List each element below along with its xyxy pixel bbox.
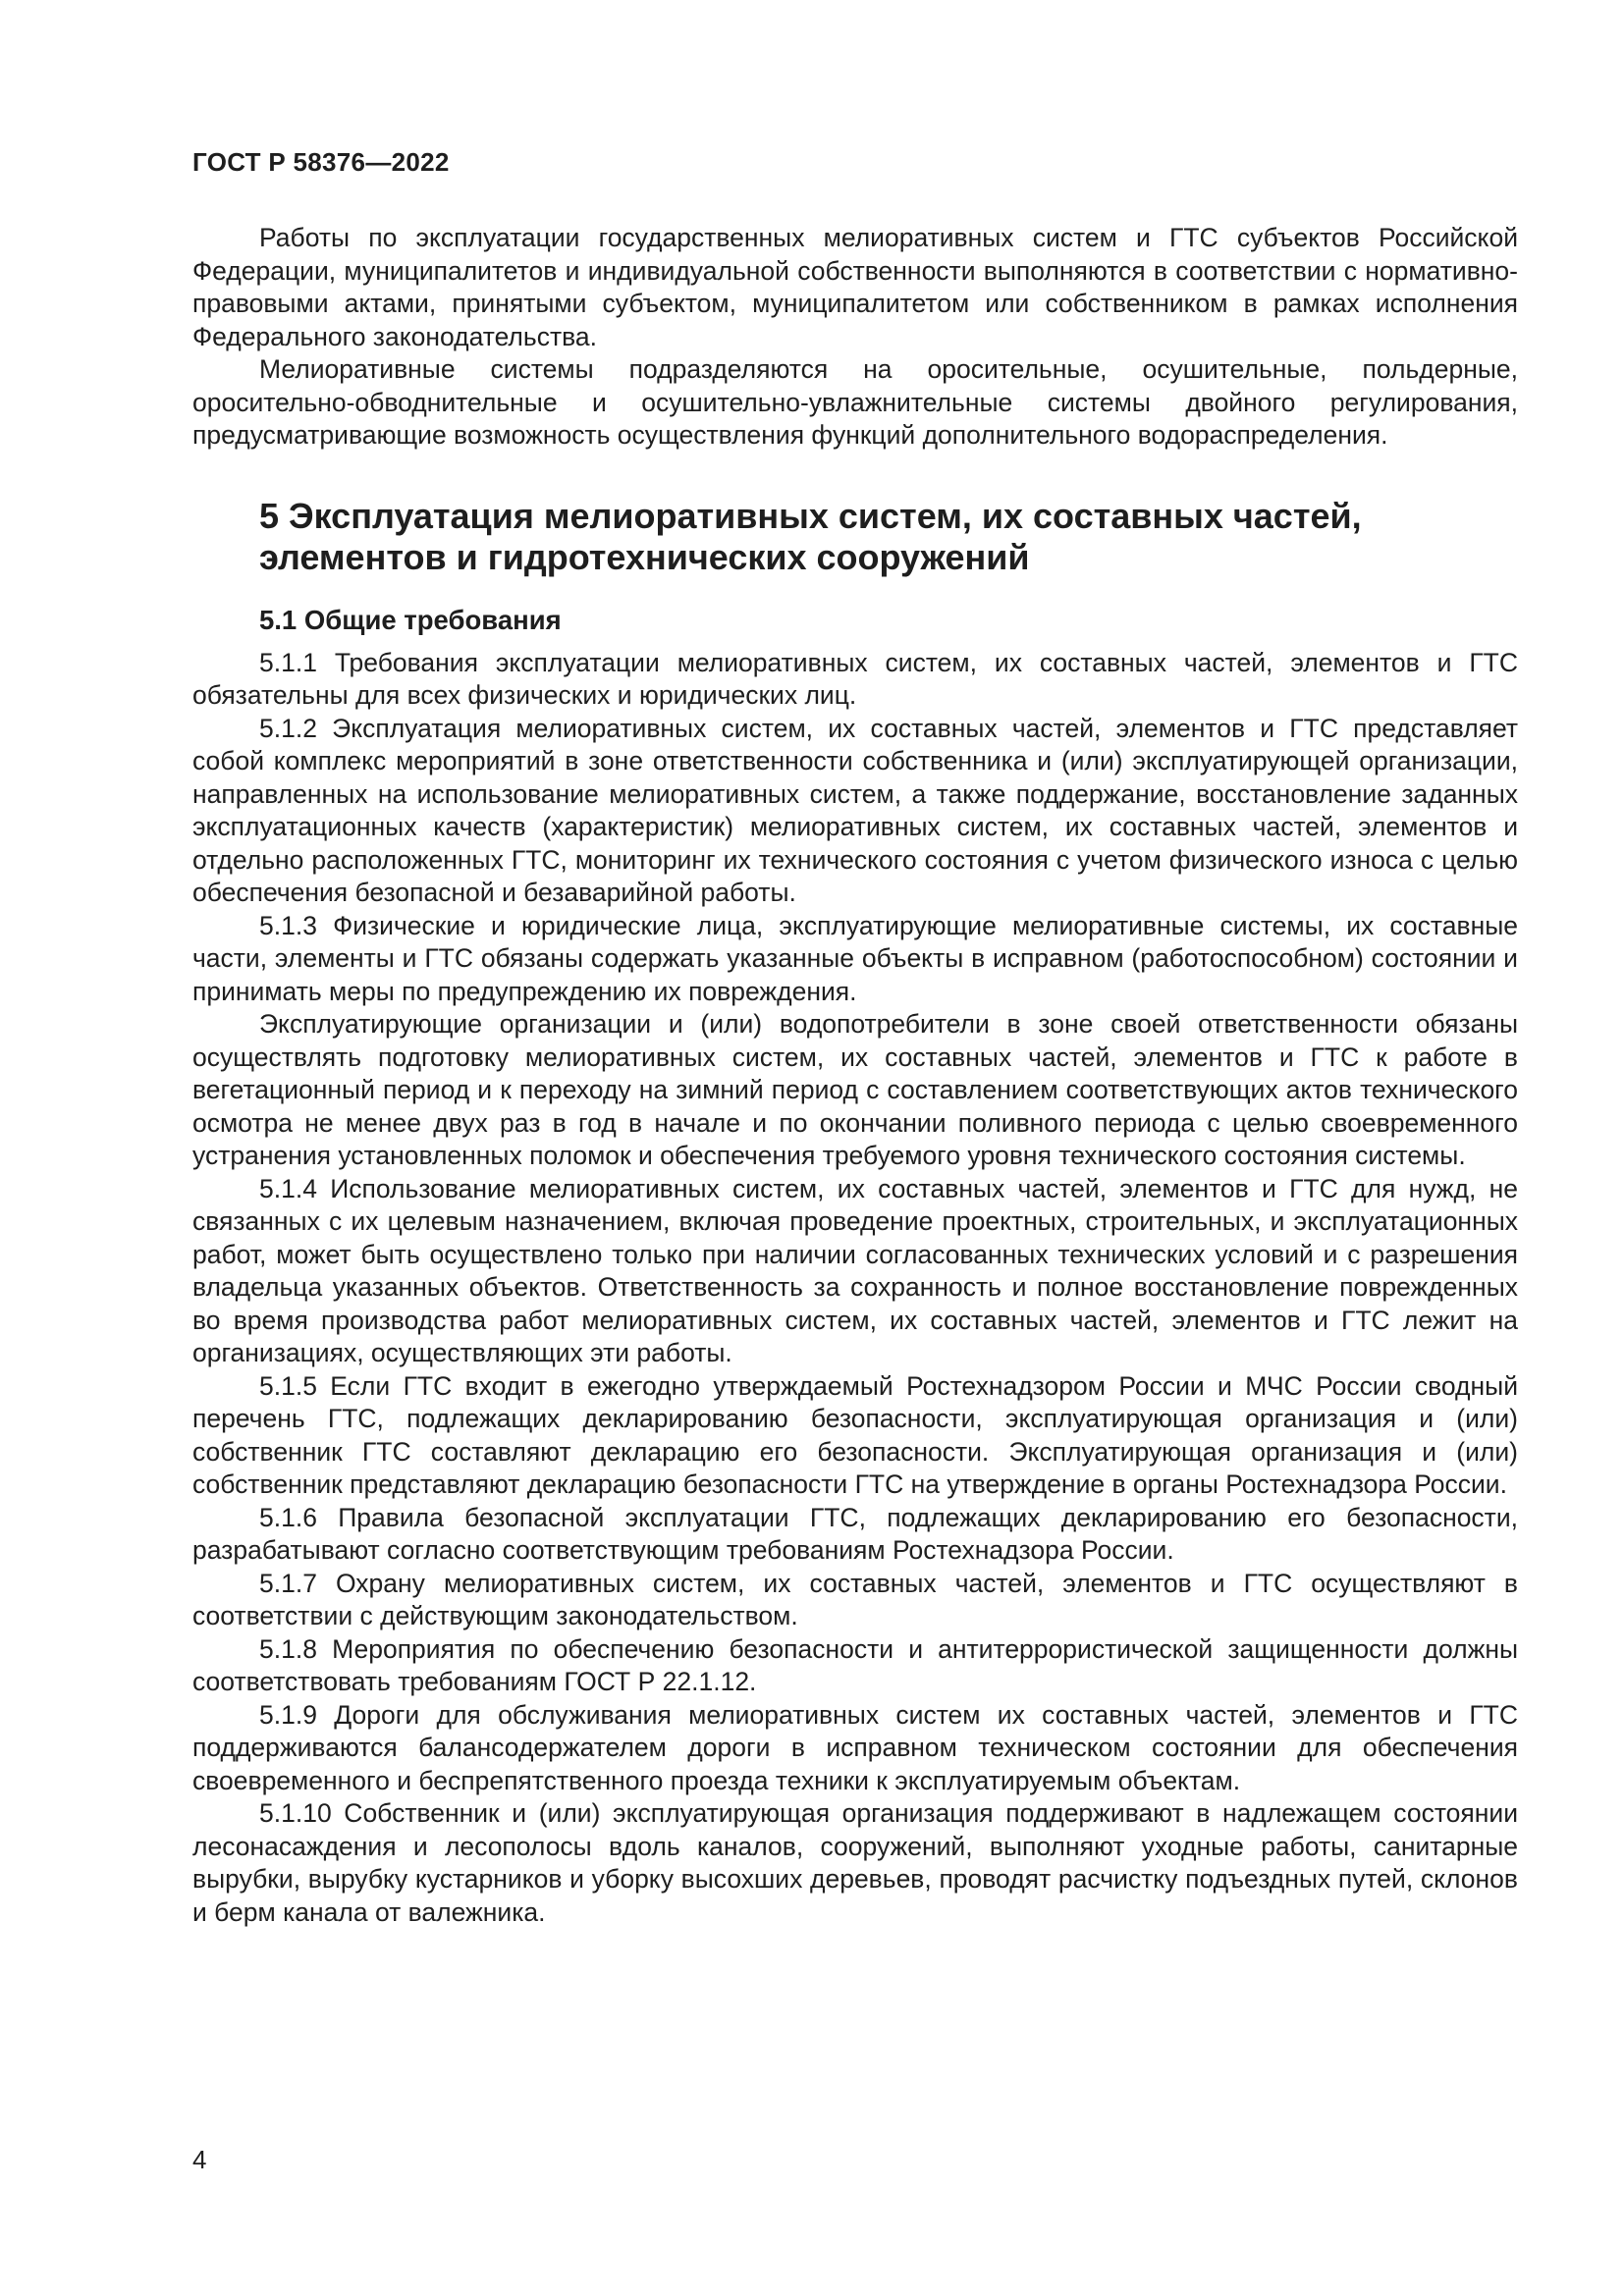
clause-5-1-9: 5.1.9 Дороги для обслуживания мелиоративных систем их составных частей, элементов и ГТС поддерживаются балансодержателем дороги в исправном техническом состоянии для обеспечения своевременного и беспрепятственного проезда техники к эксплуатируемым объектам. <box>192 1699 1518 1795</box>
page-content <box>192 222 1518 1929</box>
intro-paragraph: Работы по эксплуатации государственных мелиоративных систем и ГТС субъектов Российской Федерации, муниципалитетов и индивидуальной собственности выполняются в соответствии с нормативно-правовыми актами, принятыми субъектом, муниципалитетом или собственником в рамках исполнения Федерального законодательства. <box>192 223 1518 351</box>
section-title-line: элементов и гидротехнических сооружений <box>259 536 1030 577</box>
clause-5-1-7: 5.1.7 Охрану мелиоративных систем, их составных частей, элементов и ГТС осуществляют в соответствии с действующим законодательством. <box>192 1568 1518 1630</box>
section-heading <box>259 496 1388 578</box>
clause-5-1-6: 5.1.6 Правила безопасной эксплуатации ГТС, подлежащих декларированию его безопасности, разрабатывают согласно соответствующим требованиям Ростехнадзора России. <box>192 1502 1518 1565</box>
clause-5-1-4: 5.1.4 Использование мелиоративных систем, их составных частей, элементов и ГТС для нужд, не связанных с их целевым назначением, включая проведение проектных, строительных, и эксплуатационных работ, может быть осуществлено только при наличии согласованных технических условий и с разрешения владельца указанных объектов. Ответственность за сохранность и полное восстановление поврежденных во время производства работ мелиоративных систем, их составных частей, элементов и ГТС лежит на организациях, осуществляющих эти работы. <box>192 1173 1518 1367</box>
section-title-line: 5 Эксплуатация мелиоративных систем, их составных частей, <box>259 495 1362 536</box>
clause-5-1-8: 5.1.8 Мероприятия по обеспечению безопасности и антитеррористической защищенности должны соответствовать требованиям ГОСТ Р 22.1.12. <box>192 1633 1518 1696</box>
clause-5-1-5: 5.1.5 Если ГТС входит в ежегодно утверждаемый Ростехнадзором России и МЧС России сводный перечень ГТС, подлежащих декларированию безопасности, эксплуатирующая организация и (или) собственник ГТС составляют декларацию его безопасности. Эксплуатирующая организация и (или) собственник представляют декларацию безопасности ГТС на утверждение в органы Ростехнадзора России. <box>192 1370 1518 1499</box>
subsection-heading: 5.1 Общие требования <box>259 604 562 635</box>
intro-paragraph: Мелиоративные системы подразделяются на оросительные, осушительные, польдерные, оросительно-обводнительные и осушительно-увлажнительные системы двойного регулирования, предусматривающие возможность осуществления функций дополнительного водораспределения. <box>192 354 1518 450</box>
page-number: 4 <box>192 2145 207 2174</box>
clause-5-1-10: 5.1.10 Собственник и (или) эксплуатирующая организация поддерживают в надлежащем состоянии лесонасаждения и лесополосы вдоль каналов, сооружений, выполняют уходные работы, санитарные вырубки, вырубку кустарников и уборку высохших деревьев, проводят расчистку подъездных путей, склонов и берм канала от валежника. <box>192 1798 1518 1927</box>
document-header-standard-id: ГОСТ Р 58376—2022 <box>192 147 450 177</box>
clause-5-1-2: 5.1.2 Эксплуатация мелиоративных систем, их составных частей, элементов и ГТС представляет собой комплекс мероприятий в зоне ответственности собственника и (или) эксплуатирующей организации, направленных на использование мелиоративных систем, а также поддержание, восстановление заданных эксплуатационных качеств (характеристик) мелиоративных систем, их составных частей, элементов и отдельно расположенных ГТС, мониторинг их технического состояния с учетом физического износа с целью обеспечения безопасной и безаварийной работы. <box>192 713 1518 907</box>
clause-5-1-3-continuation: Эксплуатирующие организации и (или) водопотребители в зоне своей ответственности обязаны осуществлять подготовку мелиоративных систем, их составных частей, элементов и ГТС к работе в вегетационный период и к переходу на зимний период с составлением соответствующих актов технического осмотра не менее двух раз в год в начале и по окончании поливного периода с целью своевременного устранения установленных поломок и обеспечения требуемого уровня технического состояния системы. <box>192 1009 1518 1170</box>
clause-5-1-1: 5.1.1 Требования эксплуатации мелиоративных систем, их составных частей, элементов и ГТС обязательны для всех физических и юридических лиц. <box>192 647 1518 710</box>
clause-5-1-3: 5.1.3 Физические и юридические лица, эксплуатирующие мелиоративные системы, их составные части, элементы и ГТС обязаны содержать указанные объекты в исправном (работоспособном) состоянии и принимать меры по предупреждению их повреждения. <box>192 910 1518 1006</box>
